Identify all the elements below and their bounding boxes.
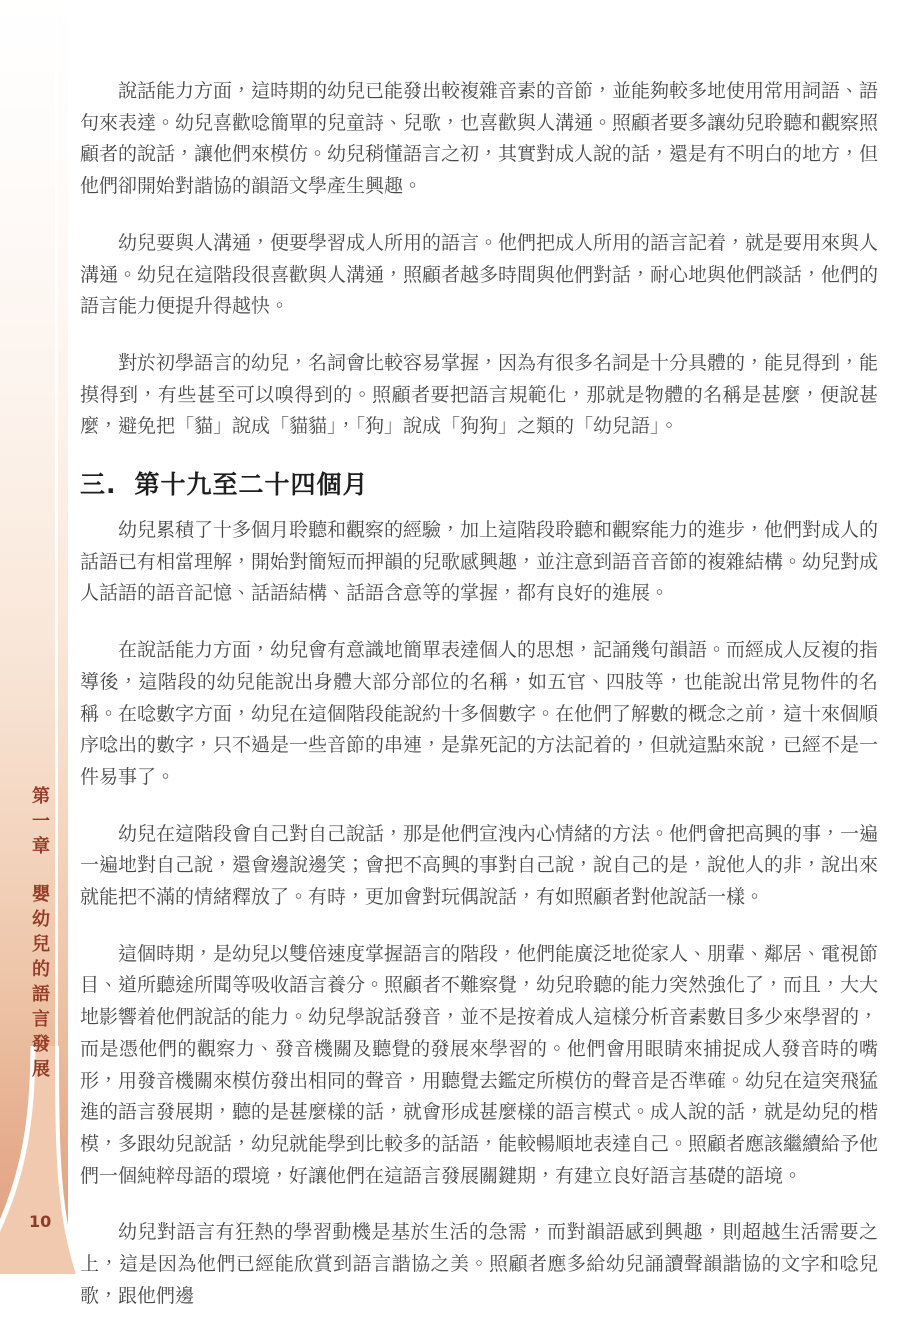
section-heading	[80, 468, 878, 501]
paragraph: 幼兒要與人溝通，便要學習成人所用的語言。他們把成人所用的語言記着，就是要用來與人溝通。幼兒在這階段很喜歡與人溝通，照顧者越多時間與他們對話，耐心地與他們談話，他們的語言能力便提升得越快。	[80, 231, 879, 318]
page-number: 10	[29, 1212, 52, 1231]
section-title: 第十九至二十四個月	[134, 470, 369, 500]
chapter-number-vertical: 第一章	[29, 786, 50, 861]
paragraph: 在說話能力方面，幼兒會有意識地簡單表達個人的思想，記誦幾句韻語。而經成人反複的指導後，這階段的幼兒能說出身體大部分部位的名稱，如五官、四肢等，也能說出常見物件的名稱。在唸數字方面，幼兒在這個階段能說約十多個數字。在他們了解數的概念之前，這十來個順序唸出的數字，只不過是一些音節的串連，是靠死記的方法記着的，但就這點來說，已經不是一件易事了。	[80, 639, 879, 788]
paragraph: 幼兒在這階段會自己對自己說話，那是他們宣洩內心情緒的方法。他們會把高興的事，一遍一遍地對自己說，還會邊說邊笑；會把不高興的事對自己說，說自己的是，說他人的非，說出來就能把不滿的情緒釋放了。有時，更加會對玩偶說話，有如照顧者對他說話一樣。	[80, 822, 879, 909]
page-content	[80, 76, 878, 1338]
paragraph: 幼兒對語言有狂熱的學習動機是基於生活的急需，而對韻語感到興趣，則超越生活需要之上，這是因為他們已經能欣賞到語言諧協之美。照顧者應多給幼兒誦讀聲韻諧協的文字和唸兒歌，跟他們邊	[80, 1221, 878, 1307]
paragraph: 這個時期，是幼兒以雙倍速度掌握語言的階段，他們能廣泛地從家人、朋輩、鄰居、電視節目、道所聽途所聞等吸收語言養分。照顧者不難察覺，幼兒聆聽的能力突然強化了，而且，大大地影響着他們說話的能力。幼兒學說話發音，並不是按着成人這樣分析音素數目多少來學習的，而是憑他們的觀察力、發音機關及聽覺的發展來學習的。他們會用眼睛來捕捉成人發音時的嘴形，用發音機關來模仿發出相同的聲音，用聽覺去鑑定所模仿的聲音是否準確。幼兒在這突飛猛進的語言發展期，聽的是甚麼樣的話，就會形成甚麼樣的語言模式。成人說的話，就是幼兒的楷模，多跟幼兒說話，幼兒就能學到比較多的話語，能較暢順地表達自己。照顧者應該繼續給予他們一個純粹母語的環境，好讓他們在這語言發展關鍵期，有建立良好語言基礎的語境。	[80, 942, 879, 1187]
paragraph: 幼兒累積了十多個月聆聽和觀察的經驗，加上這階段聆聽和觀察能力的進步，他們對成人的話語已有相當理解，開始對簡短而押韻的兒歌感興趣，並注意到語音音節的複雜結構。幼兒對成人話語的語音記憶、話語結構、話語含意等的掌握，都有良好的進展。	[80, 519, 879, 605]
paragraph: 說話能力方面，這時期的幼兒已能發出較複雜音素的音節，並能夠較多地使用常用詞語、語句來表達。幼兒喜歡唸簡單的兒童詩、兒歌，也喜歡與人溝通。照顧者要多讓幼兒聆聽和觀察照顧者的說話，讓他們來模仿。幼兒稍懂語言之初，其實對成人說的話，還是有不明白的地方，但他們卻開始對諧協的韻語文學產生興趣。	[80, 80, 879, 198]
section-number: 三.	[80, 470, 117, 500]
paragraph: 對於初學語言的幼兒，名詞會比較容易掌握，因為有很多名詞是十分具體的，能見得到，能摸得到，有些甚至可以嗅得到的。照顧者要把語言規範化，那就是物體的名稱是甚麼，便說甚麼，避免把「貓」說成「貓貓」，「狗」說成「狗狗」之類的「幼兒語」。	[80, 351, 879, 438]
spine-white-line	[55, 0, 58, 1049]
chapter-title-vertical: 嬰幼兒的語言發展	[29, 884, 50, 1084]
chapter-spine-sidebar	[0, 0, 68, 1274]
